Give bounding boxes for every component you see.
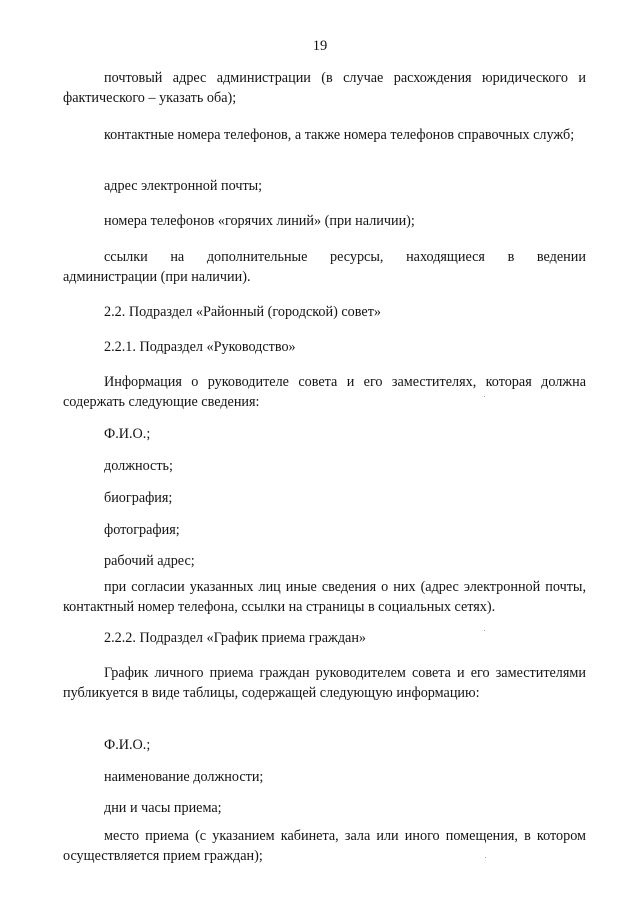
- word: в: [507, 249, 515, 265]
- word: ссылки: [104, 249, 148, 265]
- list-item-work-address: рабочий адрес;: [104, 553, 195, 569]
- list-item-photo: фотография;: [104, 522, 180, 538]
- word: находящиеся: [406, 249, 485, 265]
- paragraph-leader-info: Информация о руководителе совета и его заместителях, которая должна содержать следующие сведения:: [63, 374, 586, 410]
- paragraph-contact-phones: контактные номера телефонов, а также номера телефонов справочных служб;: [104, 127, 575, 143]
- section-heading-schedule: 2.2.2. Подраздел «График приема граждан»: [104, 630, 367, 646]
- list-item-position: должность;: [104, 458, 173, 474]
- paragraph-hotlines: номера телефонов «горячих линий» (при наличии);: [104, 213, 415, 229]
- scan-speck: [484, 630, 485, 631]
- list-item-reception-place: место приема (с указанием кабинета, зала или иного помещения, в котором осуществляется прием граждан);: [63, 828, 586, 864]
- scan-speck: [485, 857, 486, 858]
- paragraph-email: адрес электронной почты;: [104, 178, 263, 194]
- paragraph-other-info: при согласии указанных лиц иные сведения о них (адрес электронной почты, контактный номер телефона, ссылки на страницы в социальных сетях).: [63, 579, 586, 615]
- word: дополнительные: [206, 249, 308, 265]
- paragraph-links-line2: администрации (при наличии).: [63, 269, 251, 285]
- list-item-days-hours: дни и часы приема;: [104, 800, 222, 816]
- paragraph-schedule-info: График личного приема граждан руководителем совета и его заместителями публикуется в виде таблицы, содержащей следующую информацию:: [63, 665, 586, 701]
- word: на: [170, 249, 185, 265]
- section-heading-council: 2.2. Подраздел «Районный (городской) совет»: [104, 304, 381, 320]
- list-item-biography: биография;: [104, 490, 173, 506]
- word: ведении: [536, 249, 586, 265]
- word: ресурсы,: [330, 249, 384, 265]
- scan-speck: [484, 396, 485, 397]
- page-number: 19: [312, 38, 328, 54]
- list-item-fio-2: Ф.И.О.;: [104, 737, 151, 753]
- paragraph-links-line1: [104, 247, 586, 267]
- list-item-position-name: наименование должности;: [104, 769, 264, 785]
- section-heading-leadership: 2.2.1. Подраздел «Руководство»: [104, 339, 296, 355]
- paragraph-postal-address: почтовый адрес администрации (в случае расхождения юридического и фактического – указать оба);: [63, 70, 586, 106]
- list-item-fio: Ф.И.О.;: [104, 426, 151, 442]
